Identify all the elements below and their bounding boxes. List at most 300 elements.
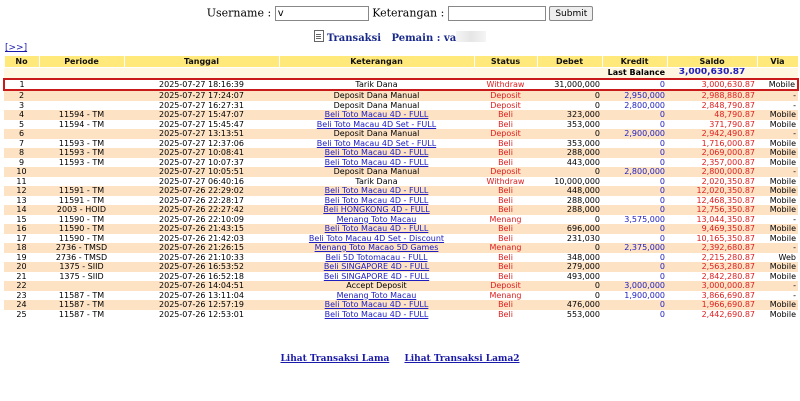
cell-via-text: Mobile (769, 309, 796, 319)
table-row (4, 224, 798, 234)
cell-via-text: Mobile (769, 205, 796, 214)
cell-debet (537, 300, 602, 310)
cell-tanggal (124, 139, 279, 149)
cell-tanggal (124, 90, 279, 101)
transaction-link[interactable]: Beli Toto Macau 4D - FULL (324, 148, 429, 157)
header-keterangan: Keterangan (279, 56, 474, 68)
cell-saldo (667, 300, 757, 310)
cell-tanggal-text: 2025-07-27 18:16:39 (159, 79, 244, 89)
transaction-link[interactable]: Beli Toto Macau 4D - FULL (324, 300, 429, 309)
cell-via (757, 243, 798, 253)
cell-debet-text: 10,000,000 (554, 176, 600, 186)
cell-debet-text: 288,000 (566, 148, 600, 157)
cell-periode (39, 158, 124, 168)
cell-status-text: Beli (498, 157, 513, 167)
cell-periode-text: 11587 - TM (58, 290, 105, 300)
cell-tanggal (124, 167, 279, 177)
cell-periode-text: 11593 - TM (58, 148, 105, 157)
cell-no-text: 2 (18, 91, 25, 100)
header-kredit: Kredit (602, 56, 667, 68)
cell-saldo (667, 177, 757, 187)
cell-tanggal-text: 2025-07-26 21:42:03 (159, 233, 244, 243)
cell-saldo-text: 3,000,000.87 (701, 281, 755, 290)
cell-no-text: 21 (16, 271, 27, 281)
cell-via-text: - (793, 129, 796, 138)
cell-tanggal-text: 2025-07-27 13:13:51 (159, 129, 244, 138)
cell-tanggal (124, 253, 279, 263)
cell-kredit-text: 0 (659, 157, 665, 167)
cell-no (4, 110, 39, 120)
cell-status-text: Deposit (490, 91, 521, 100)
cell-kredit (602, 101, 667, 111)
cell-tanggal (124, 291, 279, 301)
table-row (4, 300, 798, 310)
cell-via-text: Mobile (769, 148, 796, 157)
cell-no-text: 8 (18, 148, 25, 157)
cell-saldo (667, 291, 757, 301)
table-row (4, 110, 798, 120)
cell-no (4, 186, 39, 196)
cell-status-text: Deposit (490, 100, 521, 110)
cell-saldo-text: 10,165,350.87 (696, 233, 755, 243)
cell-saldo (667, 205, 757, 215)
table-row (4, 129, 798, 139)
cell-kredit-text: 2,900,000 (624, 129, 665, 138)
cell-kredit (602, 148, 667, 158)
cell-via (757, 177, 798, 187)
cell-debet-text: 0 (594, 214, 600, 224)
cell-debet (537, 158, 602, 168)
cell-debet (537, 177, 602, 187)
cell-debet-text: 288,000 (566, 205, 600, 214)
cell-kredit-text: 0 (659, 119, 665, 129)
cell-via-text: Mobile (769, 300, 796, 309)
cell-status-text: Withdraw (486, 79, 525, 89)
cell-status-text: Beli (498, 110, 513, 119)
cell-kredit-text: 0 (659, 300, 665, 309)
table-row (4, 158, 798, 168)
cell-no (4, 139, 39, 149)
cell-kredit-text: 2,375,000 (624, 243, 665, 252)
table-row (4, 196, 798, 206)
cell-debet-text: 0 (594, 290, 600, 300)
cell-saldo (667, 120, 757, 130)
cell-no (4, 177, 39, 187)
cell-no-text: 13 (16, 195, 27, 205)
cell-saldo-text: 2,942,490.87 (701, 129, 755, 138)
cell-saldo-text: 2,563,280.87 (701, 262, 755, 271)
cell-debet (537, 310, 602, 320)
transaction-link[interactable]: Beli SINGAPORE 4D - FULL (323, 271, 430, 281)
cell-ket (279, 101, 474, 111)
cell-no (4, 224, 39, 234)
cell-kredit-text: 2,800,000 (624, 100, 665, 110)
cell-via-text: Mobile (769, 138, 796, 148)
cell-status (474, 243, 537, 253)
cell-saldo-text: 12,020,350.87 (696, 186, 755, 195)
cell-via-text: Mobile (769, 176, 796, 186)
transaction-link[interactable]: Beli SINGAPORE 4D - FULL (323, 262, 430, 271)
transaction-link[interactable]: Beli Toto Macau 4D - FULL (324, 195, 429, 205)
cell-status (474, 120, 537, 130)
cell-kredit (602, 158, 667, 168)
cell-periode (39, 281, 124, 291)
cell-saldo (667, 224, 757, 234)
cell-kredit (602, 139, 667, 149)
cell-saldo (667, 110, 757, 120)
cell-status (474, 186, 537, 196)
cell-ket (279, 110, 474, 120)
cell-saldo-text: 1,716,000.87 (701, 138, 755, 148)
cell-no (4, 291, 39, 301)
last-balance-row (4, 68, 798, 79)
cell-kredit (602, 215, 667, 225)
cell-debet-text: 0 (594, 167, 600, 176)
cell-saldo (667, 148, 757, 158)
transaction-link[interactable]: Beli Toto Macau 4D - FULL (324, 157, 429, 167)
cell-tanggal-text: 2025-07-26 16:53:52 (159, 262, 244, 271)
cell-saldo-text: 2,020,350.87 (701, 176, 755, 186)
cell-status (474, 167, 537, 177)
last-balance-value: 3,000,630.87 (667, 68, 757, 79)
footer-links (0, 354, 800, 364)
cell-debet (537, 120, 602, 130)
cell-status-text: Beli (498, 205, 513, 214)
cell-periode (39, 291, 124, 301)
cell-no (4, 281, 39, 291)
cell-tanggal-text: 2025-07-27 17:24:07 (159, 91, 244, 100)
cell-periode-text: 11591 - TM (58, 186, 105, 195)
transaction-link[interactable]: Beli Toto Macau 4D Set - FULL (316, 119, 437, 129)
username-label: Username : (206, 6, 272, 20)
cell-periode (39, 272, 124, 282)
cell-tanggal-text: 2025-07-26 16:52:18 (159, 271, 244, 281)
cell-kredit (602, 196, 667, 206)
cell-tanggal-text: 2025-07-27 10:05:51 (159, 167, 244, 176)
cell-status (474, 224, 537, 234)
cell-kredit-text: 0 (659, 110, 665, 119)
cell-debet (537, 291, 602, 301)
cell-kredit (602, 90, 667, 101)
cell-via-text: - (793, 214, 796, 224)
transaction-link[interactable]: Menang Toto Macao 5D Games (314, 243, 439, 252)
cell-debet (537, 196, 602, 206)
cell-saldo (667, 101, 757, 111)
cell-via (757, 300, 798, 310)
transaction-link[interactable]: Beli 5D Totomacau - FULL (325, 252, 428, 262)
cell-via-text: Mobile (769, 195, 796, 205)
cell-tanggal-text: 2025-07-26 14:04:51 (159, 281, 244, 290)
cell-periode (39, 234, 124, 244)
cell-saldo-text: 12,468,350.87 (696, 195, 755, 205)
cell-saldo-text: 2,842,280.87 (701, 271, 755, 281)
cell-periode (39, 224, 124, 234)
cell-tanggal (124, 205, 279, 215)
cell-tanggal (124, 186, 279, 196)
submit-button[interactable]: Submit (549, 6, 593, 21)
cell-periode (39, 148, 124, 158)
cell-debet-text: 696,000 (566, 224, 600, 233)
cell-via (757, 110, 798, 120)
cell-via-text: Mobile (769, 157, 796, 167)
cell-no (4, 215, 39, 225)
cell-via (757, 186, 798, 196)
cell-saldo-text: 371,790.87 (709, 119, 755, 129)
cell-tanggal (124, 79, 279, 91)
cell-ket (279, 243, 474, 253)
cell-via-text: - (793, 290, 796, 300)
cell-tanggal-text: 2025-07-26 21:43:15 (159, 224, 244, 233)
cell-saldo (667, 215, 757, 225)
keterangan-input[interactable] (448, 6, 546, 21)
cell-no (4, 79, 39, 91)
cell-kredit (602, 224, 667, 234)
username-input[interactable] (275, 6, 369, 21)
cell-saldo-text: 3,866,690.87 (701, 290, 755, 300)
cell-status (474, 262, 537, 272)
cell-status (474, 196, 537, 206)
cell-tanggal (124, 215, 279, 225)
cell-saldo-text: 2,392,680.87 (701, 243, 755, 252)
cell-tanggal (124, 234, 279, 244)
search-bar (0, 6, 800, 21)
cell-kredit-text: 0 (659, 233, 665, 243)
cell-tanggal (124, 158, 279, 168)
transaction-link[interactable]: Beli Toto Macau 4D - FULL (324, 309, 429, 319)
cell-status (474, 139, 537, 149)
cell-periode (39, 186, 124, 196)
transaction-link[interactable]: Menang Toto Macau (336, 290, 417, 300)
cell-debet (537, 215, 602, 225)
cell-kredit-text: 0 (659, 309, 665, 319)
cell-kredit (602, 167, 667, 177)
cell-no (4, 101, 39, 111)
cell-periode (39, 167, 124, 177)
cell-debet-text: 0 (594, 100, 600, 110)
cell-tanggal-text: 2025-07-27 16:27:31 (159, 100, 244, 110)
transaction-link[interactable]: Beli Toto Macau 4D - FULL (324, 186, 429, 195)
cell-via (757, 272, 798, 282)
cell-saldo (667, 167, 757, 177)
cell-tanggal (124, 310, 279, 320)
header-periode: Periode (39, 56, 124, 68)
cell-debet (537, 90, 602, 101)
cell-via-text: - (793, 100, 796, 110)
cell-ket-text: Deposit Dana Manual (333, 100, 420, 110)
cell-no (4, 148, 39, 158)
cell-via-text: - (793, 281, 796, 290)
table-row (4, 262, 798, 272)
table-row (4, 215, 798, 225)
cell-kredit (602, 177, 667, 187)
cell-status (474, 177, 537, 187)
cell-debet-text: 553,000 (566, 309, 600, 319)
cell-debet (537, 101, 602, 111)
cell-tanggal-text: 2025-07-27 12:37:06 (159, 138, 244, 148)
cell-periode-text: 11591 - TM (58, 195, 105, 205)
cell-periode (39, 196, 124, 206)
cell-no (4, 158, 39, 168)
cell-no-text: 18 (16, 243, 27, 252)
last-balance-empty (757, 68, 798, 79)
cell-no-text: 11 (16, 176, 27, 186)
cell-debet-text: 493,000 (566, 271, 600, 281)
old-transactions-link-2[interactable]: Lihat Transaksi Lama2 (404, 354, 520, 364)
cell-tanggal (124, 272, 279, 282)
keterangan-label: Keterangan : (372, 6, 445, 20)
cell-saldo (667, 196, 757, 206)
cell-saldo-text: 1,966,690.87 (701, 300, 755, 309)
cell-no (4, 300, 39, 310)
cell-saldo-text: 13,044,350.87 (696, 214, 755, 224)
transaction-link[interactable]: Beli Toto Macau 4D - FULL (324, 110, 429, 119)
cell-saldo (667, 158, 757, 168)
cell-saldo-text: 2,988,880.87 (701, 91, 755, 100)
cell-status (474, 291, 537, 301)
cell-saldo (667, 272, 757, 282)
table-header-row (4, 56, 798, 68)
cell-status-text: Beli (498, 233, 513, 243)
cell-no (4, 196, 39, 206)
cell-debet (537, 110, 602, 120)
cell-via (757, 291, 798, 301)
cell-no-text: 7 (18, 138, 25, 148)
cell-via (757, 120, 798, 130)
cell-tanggal-text: 2025-07-27 10:07:37 (159, 157, 244, 167)
cell-no-text: 23 (16, 290, 27, 300)
old-transactions-link[interactable]: Lihat Transaksi Lama (280, 354, 390, 364)
cell-tanggal-text: 2025-07-27 15:45:47 (159, 119, 244, 129)
cell-debet (537, 281, 602, 291)
cell-status (474, 281, 537, 291)
cell-no-text: 20 (16, 262, 27, 271)
cell-status (474, 148, 537, 158)
cell-debet-text: 0 (594, 243, 600, 252)
cell-status (474, 300, 537, 310)
table-row (4, 291, 798, 301)
cell-periode (39, 120, 124, 130)
cell-status-text: Menang (489, 214, 522, 224)
cell-periode (39, 110, 124, 120)
cell-no (4, 272, 39, 282)
cell-tanggal (124, 129, 279, 139)
cell-debet (537, 262, 602, 272)
cell-periode (39, 262, 124, 272)
cell-status (474, 234, 537, 244)
cell-no-text: 9 (18, 157, 25, 167)
cell-kredit-text: 0 (659, 176, 665, 186)
cell-status (474, 272, 537, 282)
cell-kredit (602, 186, 667, 196)
cell-kredit (602, 234, 667, 244)
cell-tanggal (124, 110, 279, 120)
cell-debet-text: 279,000 (566, 262, 600, 271)
cell-debet-text: 31,000,000 (554, 79, 600, 89)
cell-no (4, 243, 39, 253)
cell-saldo (667, 281, 757, 291)
cell-kredit-text: 0 (659, 271, 665, 281)
cell-status-text: Deposit (490, 129, 521, 138)
table-row (4, 310, 798, 320)
cell-debet-text: 288,000 (566, 195, 600, 205)
cell-kredit (602, 110, 667, 120)
cell-tanggal-text: 2025-07-26 22:27:42 (159, 205, 244, 214)
cell-periode (39, 243, 124, 253)
cell-tanggal-text: 2025-07-26 12:57:19 (159, 300, 244, 309)
cell-tanggal-text: 2025-07-26 22:29:02 (159, 186, 244, 195)
cell-periode-text: 11587 - TM (58, 309, 105, 319)
transaction-link[interactable]: Beli HONGKONG 4D - FULL (323, 205, 430, 214)
cell-kredit-text: 0 (659, 138, 665, 148)
cell-ket (279, 139, 474, 149)
cell-via (757, 262, 798, 272)
cell-periode-text: 11587 - TM (58, 300, 105, 309)
cell-tanggal (124, 148, 279, 158)
next-page-link[interactable]: [>>] (5, 43, 28, 53)
cell-status-text: Menang (489, 243, 522, 252)
table-row (4, 120, 798, 130)
table-row (4, 272, 798, 282)
cell-kredit (602, 120, 667, 130)
cell-status-text: Withdraw (486, 176, 525, 186)
cell-no (4, 129, 39, 139)
cell-tanggal (124, 300, 279, 310)
cell-saldo (667, 186, 757, 196)
cell-status (474, 129, 537, 139)
cell-saldo-text: 3,000,630.87 (701, 79, 755, 89)
table-row (4, 148, 798, 158)
cell-via-text: - (793, 243, 796, 252)
cell-via (757, 224, 798, 234)
cell-ket-text: Deposit Dana Manual (333, 91, 420, 100)
cell-status (474, 253, 537, 263)
table-row (4, 79, 798, 91)
cell-debet-text: 231,030 (566, 233, 600, 243)
cell-periode-text: 1375 - SIID (59, 271, 104, 281)
cell-tanggal-text: 2025-07-27 10:08:41 (159, 148, 244, 157)
cell-tanggal-text: 2025-07-26 21:26:15 (159, 243, 244, 252)
cell-debet (537, 272, 602, 282)
cell-ket (279, 186, 474, 196)
cell-kredit (602, 243, 667, 253)
header-debet: Debet (537, 56, 602, 68)
cell-via-text: Mobile (769, 271, 796, 281)
cell-periode (39, 101, 124, 111)
cell-saldo-text: 2,069,000.87 (701, 148, 755, 157)
cell-no-text: 19 (16, 252, 27, 262)
transaction-link[interactable]: Beli Toto Macau 4D - FULL (324, 224, 429, 233)
transaction-link[interactable]: Beli Toto Macau 4D Set - FULL (316, 138, 437, 148)
cell-periode (39, 215, 124, 225)
cell-tanggal-text: 2025-07-27 15:47:07 (159, 110, 244, 119)
cell-debet-text: 353,000 (566, 138, 600, 148)
cell-saldo (667, 234, 757, 244)
table-row (4, 101, 798, 111)
cell-status-text: Beli (498, 300, 513, 309)
cell-via (757, 101, 798, 111)
cell-periode-text: 11590 - TM (58, 224, 105, 233)
transaction-link[interactable]: Beli Toto Macau 4D Set - Discount (308, 233, 445, 243)
cell-saldo (667, 243, 757, 253)
cell-saldo-text: 12,756,350.87 (696, 205, 755, 214)
cell-kredit-text: 2,950,000 (624, 91, 665, 100)
cell-saldo-text: 2,848,790.87 (701, 100, 755, 110)
table-row (4, 90, 798, 101)
cell-debet (537, 186, 602, 196)
document-icon (314, 30, 324, 42)
transaction-link[interactable]: Menang Toto Macau (336, 214, 417, 224)
cell-ket (279, 262, 474, 272)
